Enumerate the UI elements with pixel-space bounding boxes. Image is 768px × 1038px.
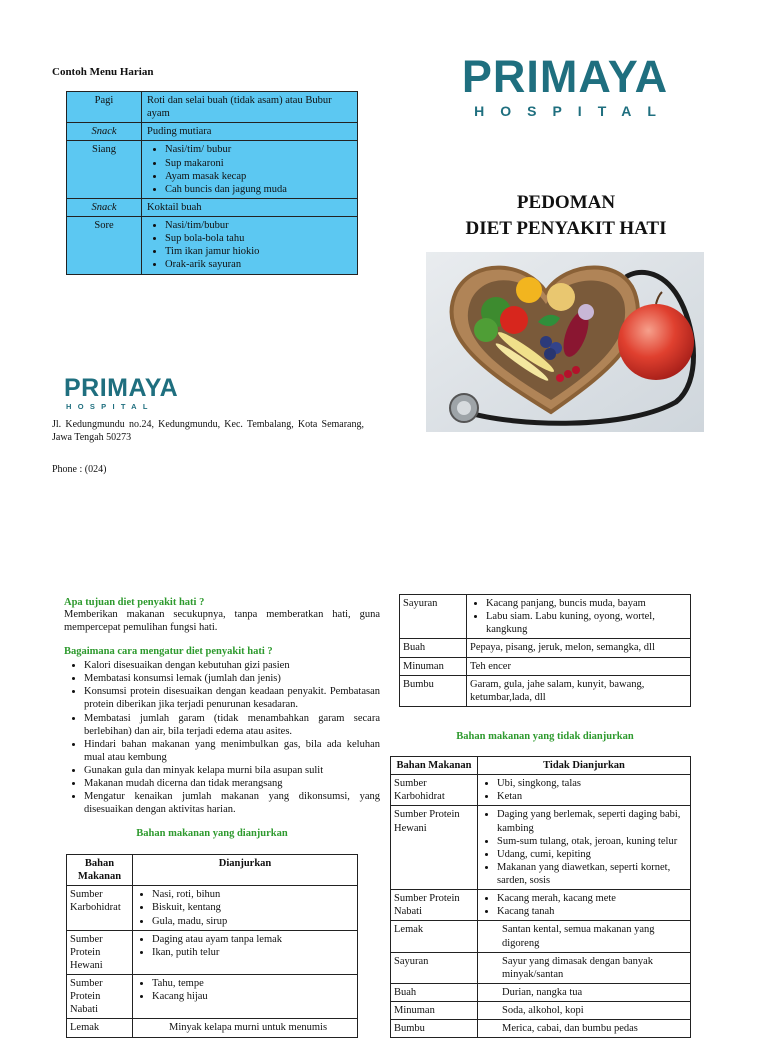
big-logo-word: PRIMAYA	[461, 51, 669, 102]
row-item: • Ikan, putih telur	[152, 946, 354, 959]
table-dianjurkan	[66, 854, 358, 1038]
table-row	[400, 675, 691, 706]
table-row	[400, 639, 691, 657]
row-item: • Daging atau ayam tanpa lemak	[152, 933, 354, 946]
big-logo-sub: HOSPITAL	[474, 103, 672, 119]
row-label: Sumber Karbohidrat	[391, 775, 478, 806]
row-value	[478, 890, 691, 921]
phone: Phone : (024)	[52, 464, 107, 475]
row-value: Sayur yang dimasak dengan banyak minyak/santan	[478, 952, 691, 983]
menu-item: • Sup makaroni	[165, 157, 352, 170]
row-item: • Tahu, tempe	[152, 977, 354, 990]
brochure-title-line1: PEDOMAN	[516, 192, 616, 213]
small-logo	[64, 376, 178, 411]
menu-item: Koktail buah	[147, 201, 202, 213]
table-tidak-dianjurkan	[390, 756, 691, 1038]
row-item: • Ubi, singkong, talas	[497, 777, 687, 790]
row-value: Merica, cabai, dan bumbu pedas	[478, 1020, 691, 1038]
row-item: • Sum-sum tulang, otak, jeroan, kuning telur	[497, 835, 687, 848]
row-value	[133, 975, 358, 1019]
table-row	[391, 1002, 691, 1020]
row-label: Sumber Protein Nabati	[67, 975, 133, 1019]
big-logo	[450, 51, 680, 121]
menu-items	[142, 123, 358, 141]
row-label: Sumber Karbohidrat	[67, 886, 133, 930]
small-logo-word: PRIMAYA	[64, 374, 179, 402]
cara-item: • Mengatur kenaikan jumlah makanan yang dikonsumsi, yang disesuaikan dengan aktivitas harian.	[84, 790, 380, 816]
menu-table	[66, 91, 358, 275]
row-value	[133, 930, 358, 974]
menu-row	[67, 92, 358, 123]
cara-item: • Membatasi jumlah garam (tidak menambahkan garam secara berlebihan) dan air, bila terjadi edema atau asites.	[84, 712, 380, 738]
row-label: Buah	[400, 639, 467, 657]
row-label: Sayuran	[391, 952, 478, 983]
menu-time: Snack	[67, 198, 142, 216]
menu-title: Contoh Menu Harian	[52, 66, 154, 78]
menu-item: • Orak-arik sayuran	[165, 258, 352, 271]
row-item: • Kacang tanah	[497, 905, 687, 918]
row-item: • Biskuit, kentang	[152, 901, 354, 914]
heading-tidak-dianjurkan: Bahan makanan yang tidak dianjurkan	[456, 731, 634, 742]
menu-items	[142, 217, 358, 275]
row-label: Sumber Protein Hewani	[67, 930, 133, 974]
menu-time: Siang	[67, 141, 142, 199]
menu-time: Snack	[67, 123, 142, 141]
row-item: • Udang, cumi, kepiting	[497, 848, 687, 861]
small-logo-sub: HOSPITAL	[66, 402, 154, 411]
row-label: Sumber Protein Nabati	[391, 890, 478, 921]
table-row	[391, 921, 691, 952]
address: Jl. Kedungmundu no.24, Kedungmundu, Kec. Tembalang, Kota Semarang, Jawa Tengah 50273	[52, 419, 364, 443]
cara-item: • Kalori disesuaikan dengan kebutuhan gizi pasien	[84, 659, 380, 672]
row-value: Teh encer	[467, 657, 691, 675]
col-header-tidak-dianjurkan: Tidak Dianjurkan	[478, 757, 691, 775]
row-label: Lemak	[391, 921, 478, 952]
table-row	[391, 983, 691, 1001]
cara-item: • Konsumsi protein disesuaikan dengan keadaan penyakit. Pembatasan protein diberikan jika terjadi penurunan kesadaran.	[84, 685, 380, 711]
row-value	[478, 806, 691, 890]
heart-food-illustration	[426, 252, 704, 432]
row-label: Sayuran	[400, 595, 467, 639]
col-header-dianjurkan: Dianjurkan	[133, 855, 358, 886]
row-value: Pepaya, pisang, jeruk, melon, semangka, dll	[467, 639, 691, 657]
row-item: • Makanan yang diawetkan, seperti kornet, sarden, sosis	[497, 861, 687, 887]
cara-list	[64, 659, 380, 817]
menu-item: • Tim ikan jamur hiokio	[165, 245, 352, 258]
menu-item: • Nasi/tim/bubur	[165, 219, 352, 232]
row-label: Sumber Protein Hewani	[391, 806, 478, 890]
menu-items	[142, 198, 358, 216]
row-item: • Kacang panjang, buncis muda, bayam	[486, 597, 687, 610]
table-dianjurkan-continued	[399, 594, 691, 707]
table-row	[391, 890, 691, 921]
row-value: Santan kental, semua makanan yang digoreng	[478, 921, 691, 952]
menu-items	[142, 141, 358, 199]
menu-item: • Nasi/tim/ bubur	[165, 143, 352, 156]
menu-row	[67, 141, 358, 199]
row-value: Durian, nangka tua	[478, 983, 691, 1001]
table-row	[67, 930, 358, 974]
question-cara: Bagaimana cara mengatur diet penyakit hati ?	[64, 646, 273, 657]
menu-time: Sore	[67, 217, 142, 275]
cara-item: • Gunakan gula dan minyak kelapa murni bila asupan sulit	[84, 764, 380, 777]
row-item: • Daging yang berlemak, seperti daging babi, kambing	[497, 808, 687, 834]
row-label: Buah	[391, 983, 478, 1001]
menu-item: • Ayam masak kecap	[165, 170, 352, 183]
menu-item: Roti dan selai buah (tidak asam) atau Bubur ayam	[147, 95, 332, 120]
menu-row	[67, 217, 358, 275]
menu-items	[142, 92, 358, 123]
row-label: Minuman	[400, 657, 467, 675]
row-item: • Kacang merah, kacang mete	[497, 892, 687, 905]
row-value	[133, 886, 358, 930]
menu-item: Puding mutiara	[147, 126, 212, 138]
col-header-bahan: Bahan Makanan	[67, 855, 133, 886]
row-value: Garam, gula, jahe salam, kunyit, bawang, ketumbar,lada, dll	[467, 675, 691, 706]
row-item: • Ketan	[497, 790, 687, 803]
row-label: Bumbu	[400, 675, 467, 706]
row-value	[467, 595, 691, 639]
table-row	[391, 1020, 691, 1038]
table-row	[67, 975, 358, 1019]
col-header-bahan-tidak: Bahan Makanan	[391, 757, 478, 775]
heading-dianjurkan: Bahan makanan yang dianjurkan	[136, 828, 288, 839]
menu-row	[67, 198, 358, 216]
answer-tujuan: Memberikan makanan secukupnya, tanpa memberatkan hati, guna mempercepat pemulihan fungsi hati.	[64, 609, 380, 634]
row-value: Minyak kelapa murni untuk menumis	[133, 1019, 358, 1037]
cara-item: • Makanan mudah dicerna dan tidak merangsang	[84, 777, 380, 790]
row-label: Minuman	[391, 1002, 478, 1020]
row-item: • Nasi, roti, bihun	[152, 888, 354, 901]
menu-item: • Sup bola-bola tahu	[165, 232, 352, 245]
row-label: Bumbu	[391, 1020, 478, 1038]
row-value	[478, 775, 691, 806]
table-row	[391, 775, 691, 806]
row-item: • Labu siam. Labu kuning, oyong, wortel, kangkung	[486, 610, 687, 636]
table-row	[400, 595, 691, 639]
table-row	[391, 806, 691, 890]
table-row	[67, 1019, 358, 1037]
row-item: • Kacang hijau	[152, 990, 354, 1003]
question-tujuan: Apa tujuan diet penyakit hati ?	[64, 597, 205, 608]
table-row	[400, 657, 691, 675]
row-item: • Gula, madu, sirup	[152, 915, 354, 928]
row-value: Soda, alkohol, kopi	[478, 1002, 691, 1020]
menu-row	[67, 123, 358, 141]
brochure-title	[430, 190, 702, 241]
table-row	[391, 952, 691, 983]
cara-item: • Hindari bahan makanan yang menimbulkan gas, bila ada keluhan mual atau kembung	[84, 738, 380, 764]
table-row	[67, 886, 358, 930]
cara-item: • Membatasi konsumsi lemak (jumlah dan jenis)	[84, 672, 380, 685]
menu-time: Pagi	[67, 92, 142, 123]
menu-item: • Cah buncis dan jagung muda	[165, 183, 352, 196]
row-label: Lemak	[67, 1019, 133, 1037]
brochure-title-line2: DIET PENYAKIT HATI	[465, 217, 667, 239]
heart-food-photo	[426, 252, 704, 432]
